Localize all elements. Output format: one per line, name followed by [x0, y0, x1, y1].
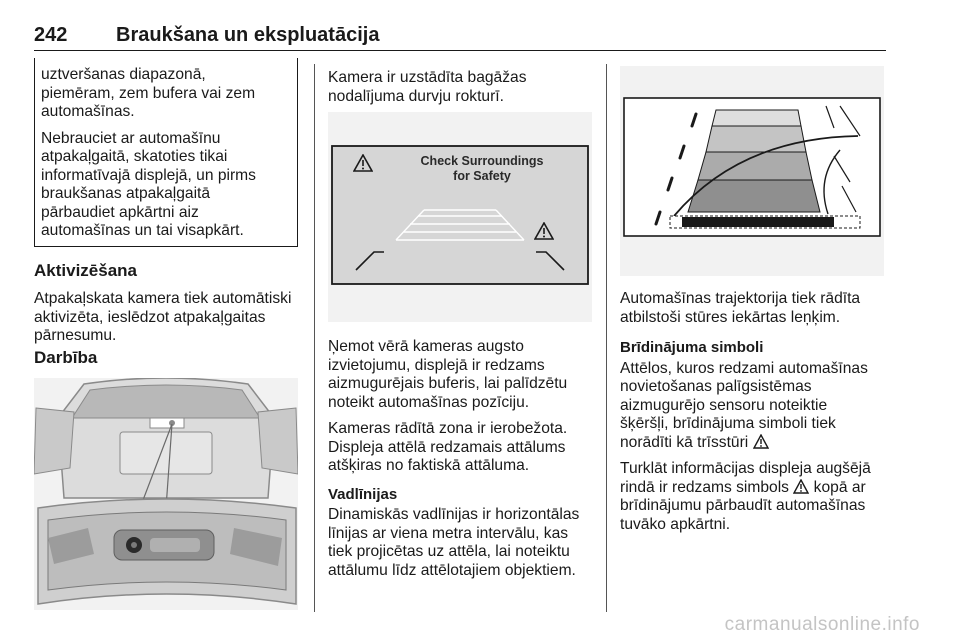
warning-triangle-icon: [793, 479, 809, 494]
camera-location-paragraph: Kamera ir uzstādīta bagāžas nodalījuma durvju rokturī.: [328, 69, 527, 105]
column-divider-right: [606, 64, 607, 612]
warning-triangle-icon: [353, 154, 373, 172]
warning-paragraph-1: uztveršanas diapazonā, piemēram, zem bufera vai zem automašīnas.: [41, 66, 256, 120]
camera-area-paragraph: Kameras rādītā zona ir ierobežota. Displeja attēlā redzamais attālums atšķiras no faktiskā attāluma.: [328, 420, 568, 474]
bumper-paragraph: Ņemot vērā kameras augsto izvietojumu, displejā ir redzams aizmugurējais buferis, lai palīdzētu noteikt automašīnas pozīciju. Kameras rādītā zona ir ierobežota. Displeja attēlā redzamais attālums atšķiras no faktiskā attāluma. Vadlīnijas Dinamiskās vadlīnijas ir horizontālas līnijas ar viena metra intervālu, kas tiek projicētas uz attēla, lai noteiktu attālumu līdz attēlotajiem objektiem.: [328, 338, 598, 588]
car-rear-camera-figure: [34, 378, 298, 610]
chapter-title: Braukšana un ekspluatācija: [116, 24, 380, 46]
distance-band-far: [712, 110, 801, 126]
warning-triangle-icon: [753, 434, 769, 449]
distance-band-near: [688, 180, 820, 212]
warning-symbols-heading: Brīdinājuma simboli: [620, 339, 764, 356]
column-divider-left: [314, 64, 315, 612]
guidelines-paragraph: Dinamiskās vadlīnijas ir horizontālas līnijas ar viena metra intervālu, kas tiek projicētas uz attēla, lai noteiktu attālumu līdz attēlotajiem objektiem.: [328, 506, 580, 579]
warning-box: [34, 58, 298, 247]
display-warning-text: Check Surroundings for Safety: [420, 154, 544, 183]
page-number: 242: [34, 24, 68, 46]
obstacle-warning-icon: [534, 222, 554, 240]
page-header: [34, 18, 886, 51]
info-display-paragraph: Turklāt informācijas displeja augšējā rindā ir redzams simbols kopā ar brīdinājumu pārbaudīt automašīnas tuvāko apkārtni.: [620, 460, 871, 533]
activation-paragraph: Atpakaļskata kamera tiek automātiski aktivizēta, ieslēdzot atpakaļgaitas pārnesumu.: [34, 290, 292, 344]
display-screen: [328, 112, 592, 322]
distance-band-3: [706, 126, 806, 152]
camera-display-figure: [328, 112, 592, 322]
trajectory-paragraph: Automašīnas trajektorija tiek rādīta atbilstoši stūres iekārtas leņķim. Brīdinājuma simboli Attēlos, kuros redzami automašīnas novietošanas palīgsistēmas aizmugurējo sensoru noteiktie šķēršļi, brīdinājuma simboli tiek norādīti kā trīsstūri Turklāt informācijas displeja augšējā rindā ir redzams simbols kopā ar brīdinājumu pārbaudīt automašīnas tuvāko apkārtni.: [620, 290, 890, 542]
warning-symbols-paragraph: Attēlos, kuros redzami automašīnas novietošanas palīgsistēmas aizmugurējo sensoru noteiktie šķēršļi, brīdinājuma simboli tiek norādīti kā trīsstūri: [620, 359, 868, 451]
warning-paragraph-2: Nebrauciet ar automašīnu atpakaļgaitā, skatoties tikai informatīvajā displejā, un pirms braukšanas atpakaļgaitā pārbaudiet apkārtni aiz automašīnas un tai visapkārt.: [41, 129, 256, 239]
watermark: carmanualsonline.info: [724, 614, 920, 635]
operation-heading: Darbība: [34, 348, 98, 367]
activation-heading: Aktivizēšana: [34, 261, 137, 280]
trajectory-display-figure: [620, 66, 884, 276]
guidelines-heading: Vadlīnijas: [328, 485, 398, 503]
